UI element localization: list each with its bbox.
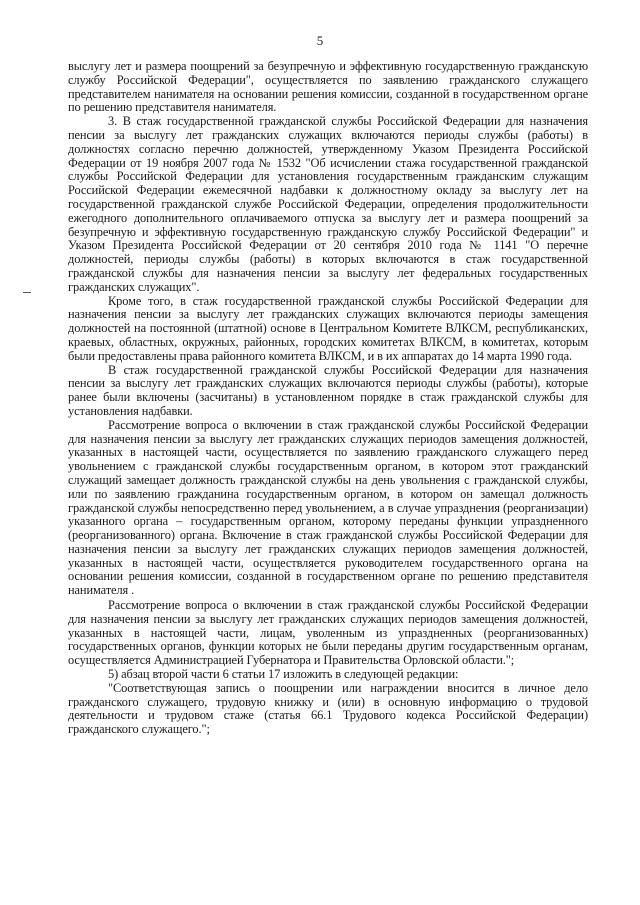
paragraph-komsomol: Кроме того, в стаж государственной гражданской службы Российской Федерации для назначения пенсии за выслугу лет гражданских служащих включаются периоды замещения должностей на постоянной (штатной) основе в Центральном Комитете ВЛКСМ, республиканских, краевых, областных, окружных, районных, городских комитетах ВЛКСМ, в комитетах, которым были предоставлены права районного комитета ВЛКСМ, и в их аппаратах до 14 марта 1990 года.: [68, 293, 588, 363]
paragraph-abolished-bodies: Рассмотрение вопроса о включении в стаж гражданской службы Российской Федерации для назначения пенсии за выслугу лет гражданских служащих периодов замещения должностей, указанных в настоящей части, лицам, уволенным из упраздненных (реорганизованных) государственных органов, функции которых не были переданы другим государственным органам, осуществляется Администрацией Губернатора и Правительства Орловской области.";: [68, 598, 588, 668]
paragraph-item-3: 3. В стаж государственной гражданской службы Российской Федерации для назначения пенсии за выслугу лет гражданских служащих включаются периоды службы (работы) в должностях согласно перечню должностей, утвержденному Указом Президента Российской Федерации от 19 ноября 2007 года № 1532 "Об исчислении стажа государственной гражданской службы Российской Федерации для установления государственным гражданским служащим Российской Федерации ежемесячной надбавки к должностному окладу за выслугу лет на государственной гражданской службе Российской Федерации, определения продолжительности ежегодного дополнительного оплачиваемого отпуска за выслугу лет и размера поощрений за безупречную и эффективную государственную гражданскую службу Российской Федерации" и Указом Президента Российской Федерации от 20 сентября 2010 года № 1141 "О перечне должностей, периоды службы (работы) в которых включаются в стаж государственной гражданской службы для назначения пенсии за выслугу лет федеральных государственных гражданских служащих".: [68, 114, 588, 294]
page-number: 5: [316, 33, 324, 48]
paragraph-continuation: выслугу лет и размера поощрений за безупречную и эффективную государственную гражданскую службу Российской Федерации", осуществляется по заявлению гражданского служащего представителем нанимателя на основании решения комиссии, созданной в государственном органе по решению представителя нанимателя.: [68, 59, 588, 115]
margin-mark: [23, 292, 31, 293]
paragraph-item-5: 5) абзац второй части 6 статьи 17 изложить в следующей редакции:: [108, 667, 459, 682]
paragraph-review-procedure: Рассмотрение вопроса о включении в стаж гражданской службы Российской Федерации для назначения пенсии за выслугу лет гражданских служащих периодов замещения должностей, указанных в настоящей части, осуществляется по заявлению гражданского служащего перед увольнением с гражданской службы государственным органом, в котором этот гражданский служащий замещает должность гражданской службы на день увольнения с гражданской службы, или по заявлению гражданина государственным органом, в котором он замещал должность гражданской службы непосредственно перед увольнением, а в случае упразднения (реорганизации) указанного органа – государственным органом, которому переданы функции упраздненного (реорганизованного) органа. Включение в стаж гражданской службы Российской Федерации для назначения пенсии за выслугу лет гражданских служащих периодов замещения должностей, указанных в настоящей части, осуществляется руководителем государственного органа на основании решения комиссии, созданной в государственном органе по решению представителя нанимателя .: [68, 417, 588, 598]
document-body: [68, 60, 588, 737]
paragraph-quote: "Соответствующая запись о поощрении или награждении вносится в личное дело гражданского служащего, трудовую книжку и (или) в основную информацию о трудовой деятельности и трудовом стаже (статья 66.1 Трудового кодекса Российской Федерации) гражданского служащего.";: [68, 680, 588, 737]
paragraph-previous-periods: В стаж государственной гражданской службы Российской Федерации для назначения пенсии за выслугу лет гражданских служащих включаются периоды службы (работы), которые ранее были включены (засчитаны) в установленном порядке в стаж гражданской службы для установления надбавки.: [68, 362, 588, 418]
